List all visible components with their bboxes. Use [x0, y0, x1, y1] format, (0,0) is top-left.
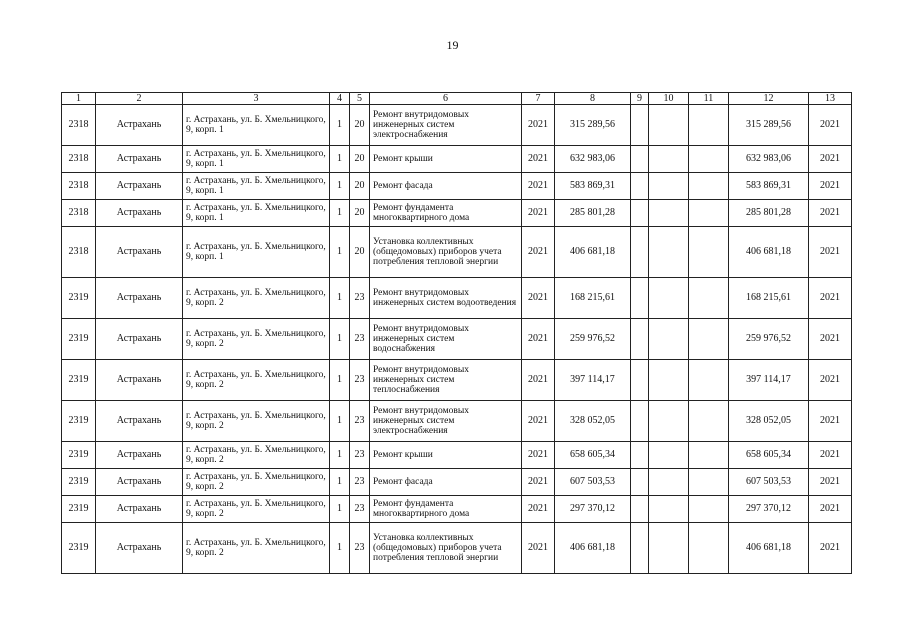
cell-city: Астрахань — [96, 469, 183, 496]
cell-col9 — [631, 146, 649, 173]
cell-building-id: 2319 — [62, 442, 96, 469]
cell-total: 632 983,06 — [729, 146, 809, 173]
cell-col9 — [631, 105, 649, 146]
cell-col10 — [649, 227, 689, 278]
cell-city: Астрахань — [96, 496, 183, 523]
cell-year-end: 2021 — [809, 401, 852, 442]
cell-building-id: 2319 — [62, 278, 96, 319]
cell-city: Астрахань — [96, 200, 183, 227]
col-header: 1 — [62, 93, 96, 105]
cell-building-id: 2319 — [62, 496, 96, 523]
cell-cost: 315 289,56 — [555, 105, 631, 146]
column-number-row — [62, 93, 852, 105]
cell-building-id: 2318 — [62, 173, 96, 200]
cell-building-id: 2319 — [62, 401, 96, 442]
cell-year-end: 2021 — [809, 227, 852, 278]
table-row — [62, 360, 852, 401]
cell-col9 — [631, 319, 649, 360]
cell-work-type: Ремонт внутридомовых инженерных систем водоотведения — [370, 278, 522, 319]
cell-total: 259 976,52 — [729, 319, 809, 360]
cell-address: г. Астрахань, ул. Б. Хмельницкого, 9, корп. 1 — [183, 146, 330, 173]
col-header: 12 — [729, 93, 809, 105]
cell-cost: 583 869,31 — [555, 173, 631, 200]
table-row — [62, 442, 852, 469]
cell-work-type: Ремонт фасада — [370, 173, 522, 200]
table-row — [62, 146, 852, 173]
cell-year: 2021 — [522, 523, 555, 574]
cell-col10 — [649, 401, 689, 442]
cell-cost: 168 215,61 — [555, 278, 631, 319]
cell-col4: 1 — [330, 146, 350, 173]
cell-col10 — [649, 200, 689, 227]
cell-col11 — [689, 227, 729, 278]
cell-year: 2021 — [522, 401, 555, 442]
col-header: 3 — [183, 93, 330, 105]
table-row — [62, 523, 852, 574]
cell-city: Астрахань — [96, 319, 183, 360]
table-row — [62, 278, 852, 319]
cell-work-type: Ремонт внутридомовых инженерных систем электроснабжения — [370, 105, 522, 146]
cell-year-end: 2021 — [809, 278, 852, 319]
cell-col11 — [689, 173, 729, 200]
cell-total: 658 605,34 — [729, 442, 809, 469]
cell-work-type: Ремонт внутридомовых инженерных систем водоснабжения — [370, 319, 522, 360]
cell-cost: 328 052,05 — [555, 401, 631, 442]
cell-col5: 23 — [350, 442, 370, 469]
table-row — [62, 496, 852, 523]
cell-col10 — [649, 523, 689, 574]
cell-building-id: 2318 — [62, 146, 96, 173]
col-header: 11 — [689, 93, 729, 105]
cell-col4: 1 — [330, 442, 350, 469]
cell-total: 328 052,05 — [729, 401, 809, 442]
col-header: 9 — [631, 93, 649, 105]
cell-work-type: Ремонт внутридомовых инженерных систем электроснабжения — [370, 401, 522, 442]
col-header: 7 — [522, 93, 555, 105]
cell-cost: 406 681,18 — [555, 227, 631, 278]
cell-address: г. Астрахань, ул. Б. Хмельницкого, 9, корп. 2 — [183, 469, 330, 496]
cell-col9 — [631, 442, 649, 469]
cell-cost: 285 801,28 — [555, 200, 631, 227]
cell-col10 — [649, 278, 689, 319]
cell-year: 2021 — [522, 278, 555, 319]
cell-year-end: 2021 — [809, 105, 852, 146]
cell-col4: 1 — [330, 173, 350, 200]
cell-year: 2021 — [522, 360, 555, 401]
cell-year-end: 2021 — [809, 173, 852, 200]
page-number: 19 — [446, 38, 459, 52]
cell-work-type: Ремонт фундамента многоквартирного дома — [370, 200, 522, 227]
cell-address: г. Астрахань, ул. Б. Хмельницкого, 9, корп. 2 — [183, 496, 330, 523]
cell-col10 — [649, 146, 689, 173]
col-header: 10 — [649, 93, 689, 105]
cell-year: 2021 — [522, 496, 555, 523]
cell-year-end: 2021 — [809, 469, 852, 496]
table-row — [62, 469, 852, 496]
cell-address: г. Астрахань, ул. Б. Хмельницкого, 9, корп. 1 — [183, 173, 330, 200]
cell-work-type: Ремонт крыши — [370, 442, 522, 469]
repair-schedule-table — [61, 92, 852, 574]
cell-address: г. Астрахань, ул. Б. Хмельницкого, 9, корп. 2 — [183, 442, 330, 469]
cell-city: Астрахань — [96, 278, 183, 319]
cell-city: Астрахань — [96, 105, 183, 146]
cell-col10 — [649, 442, 689, 469]
cell-cost: 658 605,34 — [555, 442, 631, 469]
cell-city: Астрахань — [96, 442, 183, 469]
cell-year-end: 2021 — [809, 496, 852, 523]
col-header: 13 — [809, 93, 852, 105]
cell-total: 406 681,18 — [729, 523, 809, 574]
table-row — [62, 319, 852, 360]
cell-col9 — [631, 401, 649, 442]
cell-work-type: Ремонт внутридомовых инженерных систем теплоснабжения — [370, 360, 522, 401]
cell-total: 583 869,31 — [729, 173, 809, 200]
cell-cost: 259 976,52 — [555, 319, 631, 360]
cell-year-end: 2021 — [809, 200, 852, 227]
cell-address: г. Астрахань, ул. Б. Хмельницкого, 9, корп. 2 — [183, 523, 330, 574]
cell-work-type: Ремонт фасада — [370, 469, 522, 496]
cell-year-end: 2021 — [809, 146, 852, 173]
cell-col11 — [689, 360, 729, 401]
cell-col9 — [631, 496, 649, 523]
cell-year: 2021 — [522, 200, 555, 227]
cell-col5: 23 — [350, 523, 370, 574]
cell-col5: 23 — [350, 469, 370, 496]
cell-address: г. Астрахань, ул. Б. Хмельницкого, 9, корп. 2 — [183, 360, 330, 401]
cell-total: 315 289,56 — [729, 105, 809, 146]
cell-col11 — [689, 469, 729, 496]
cell-col11 — [689, 146, 729, 173]
cell-cost: 632 983,06 — [555, 146, 631, 173]
cell-year-end: 2021 — [809, 523, 852, 574]
cell-building-id: 2319 — [62, 360, 96, 401]
cell-col9 — [631, 227, 649, 278]
cell-col4: 1 — [330, 496, 350, 523]
cell-cost: 297 370,12 — [555, 496, 631, 523]
cell-year: 2021 — [522, 469, 555, 496]
cell-col9 — [631, 360, 649, 401]
col-header: 4 — [330, 93, 350, 105]
cell-year-end: 2021 — [809, 442, 852, 469]
cell-building-id: 2318 — [62, 200, 96, 227]
cell-col11 — [689, 105, 729, 146]
cell-col4: 1 — [330, 227, 350, 278]
cell-col11 — [689, 319, 729, 360]
cell-col5: 23 — [350, 278, 370, 319]
cell-col5: 23 — [350, 360, 370, 401]
cell-col10 — [649, 496, 689, 523]
cell-total: 297 370,12 — [729, 496, 809, 523]
cell-col5: 23 — [350, 496, 370, 523]
cell-col5: 20 — [350, 146, 370, 173]
cell-year: 2021 — [522, 319, 555, 360]
cell-city: Астрахань — [96, 227, 183, 278]
cell-year-end: 2021 — [809, 360, 852, 401]
cell-city: Астрахань — [96, 146, 183, 173]
cell-col4: 1 — [330, 360, 350, 401]
cell-year: 2021 — [522, 105, 555, 146]
cell-col11 — [689, 401, 729, 442]
cell-col9 — [631, 173, 649, 200]
cell-building-id: 2319 — [62, 469, 96, 496]
cell-col5: 20 — [350, 227, 370, 278]
col-header: 2 — [96, 93, 183, 105]
cell-total: 607 503,53 — [729, 469, 809, 496]
cell-total: 168 215,61 — [729, 278, 809, 319]
cell-address: г. Астрахань, ул. Б. Хмельницкого, 9, корп. 1 — [183, 105, 330, 146]
cell-col5: 20 — [350, 173, 370, 200]
cell-building-id: 2319 — [62, 319, 96, 360]
cell-col9 — [631, 200, 649, 227]
cell-col11 — [689, 496, 729, 523]
table-row — [62, 227, 852, 278]
cell-work-type: Установка коллективных (общедомовых) приборов учета потребления тепловой энергии — [370, 227, 522, 278]
cell-col11 — [689, 200, 729, 227]
cell-col10 — [649, 469, 689, 496]
col-header: 6 — [370, 93, 522, 105]
table-body — [62, 105, 852, 574]
col-header: 8 — [555, 93, 631, 105]
cell-city: Астрахань — [96, 523, 183, 574]
cell-col11 — [689, 442, 729, 469]
cell-cost: 607 503,53 — [555, 469, 631, 496]
cell-building-id: 2319 — [62, 523, 96, 574]
cell-col10 — [649, 105, 689, 146]
cell-col4: 1 — [330, 278, 350, 319]
cell-col11 — [689, 523, 729, 574]
cell-col9 — [631, 523, 649, 574]
table-row — [62, 401, 852, 442]
cell-work-type: Ремонт крыши — [370, 146, 522, 173]
cell-building-id: 2318 — [62, 105, 96, 146]
cell-col10 — [649, 319, 689, 360]
cell-year: 2021 — [522, 146, 555, 173]
cell-address: г. Астрахань, ул. Б. Хмельницкого, 9, корп. 2 — [183, 278, 330, 319]
cell-col10 — [649, 360, 689, 401]
cell-work-type: Установка коллективных (общедомовых) приборов учета потребления тепловой энергии — [370, 523, 522, 574]
cell-col4: 1 — [330, 200, 350, 227]
cell-year: 2021 — [522, 442, 555, 469]
cell-address: г. Астрахань, ул. Б. Хмельницкого, 9, корп. 2 — [183, 319, 330, 360]
cell-col9 — [631, 469, 649, 496]
cell-work-type: Ремонт фундамента многоквартирного дома — [370, 496, 522, 523]
cell-col11 — [689, 278, 729, 319]
cell-col5: 23 — [350, 401, 370, 442]
table-row — [62, 200, 852, 227]
cell-city: Астрахань — [96, 173, 183, 200]
cell-cost: 406 681,18 — [555, 523, 631, 574]
cell-city: Астрахань — [96, 401, 183, 442]
cell-col4: 1 — [330, 469, 350, 496]
col-header: 5 — [350, 93, 370, 105]
cell-col5: 20 — [350, 200, 370, 227]
cell-col9 — [631, 278, 649, 319]
cell-address: г. Астрахань, ул. Б. Хмельницкого, 9, корп. 1 — [183, 227, 330, 278]
cell-address: г. Астрахань, ул. Б. Хмельницкого, 9, корп. 1 — [183, 200, 330, 227]
cell-address: г. Астрахань, ул. Б. Хмельницкого, 9, корп. 2 — [183, 401, 330, 442]
cell-building-id: 2318 — [62, 227, 96, 278]
table-row — [62, 173, 852, 200]
cell-year-end: 2021 — [809, 319, 852, 360]
cell-col4: 1 — [330, 319, 350, 360]
cell-col5: 23 — [350, 319, 370, 360]
cell-year: 2021 — [522, 227, 555, 278]
cell-col4: 1 — [330, 401, 350, 442]
cell-cost: 397 114,17 — [555, 360, 631, 401]
cell-year: 2021 — [522, 173, 555, 200]
cell-total: 397 114,17 — [729, 360, 809, 401]
table-row — [62, 105, 852, 146]
cell-col4: 1 — [330, 105, 350, 146]
cell-col10 — [649, 173, 689, 200]
cell-total: 406 681,18 — [729, 227, 809, 278]
cell-city: Астрахань — [96, 360, 183, 401]
cell-col4: 1 — [330, 523, 350, 574]
cell-total: 285 801,28 — [729, 200, 809, 227]
cell-col5: 20 — [350, 105, 370, 146]
